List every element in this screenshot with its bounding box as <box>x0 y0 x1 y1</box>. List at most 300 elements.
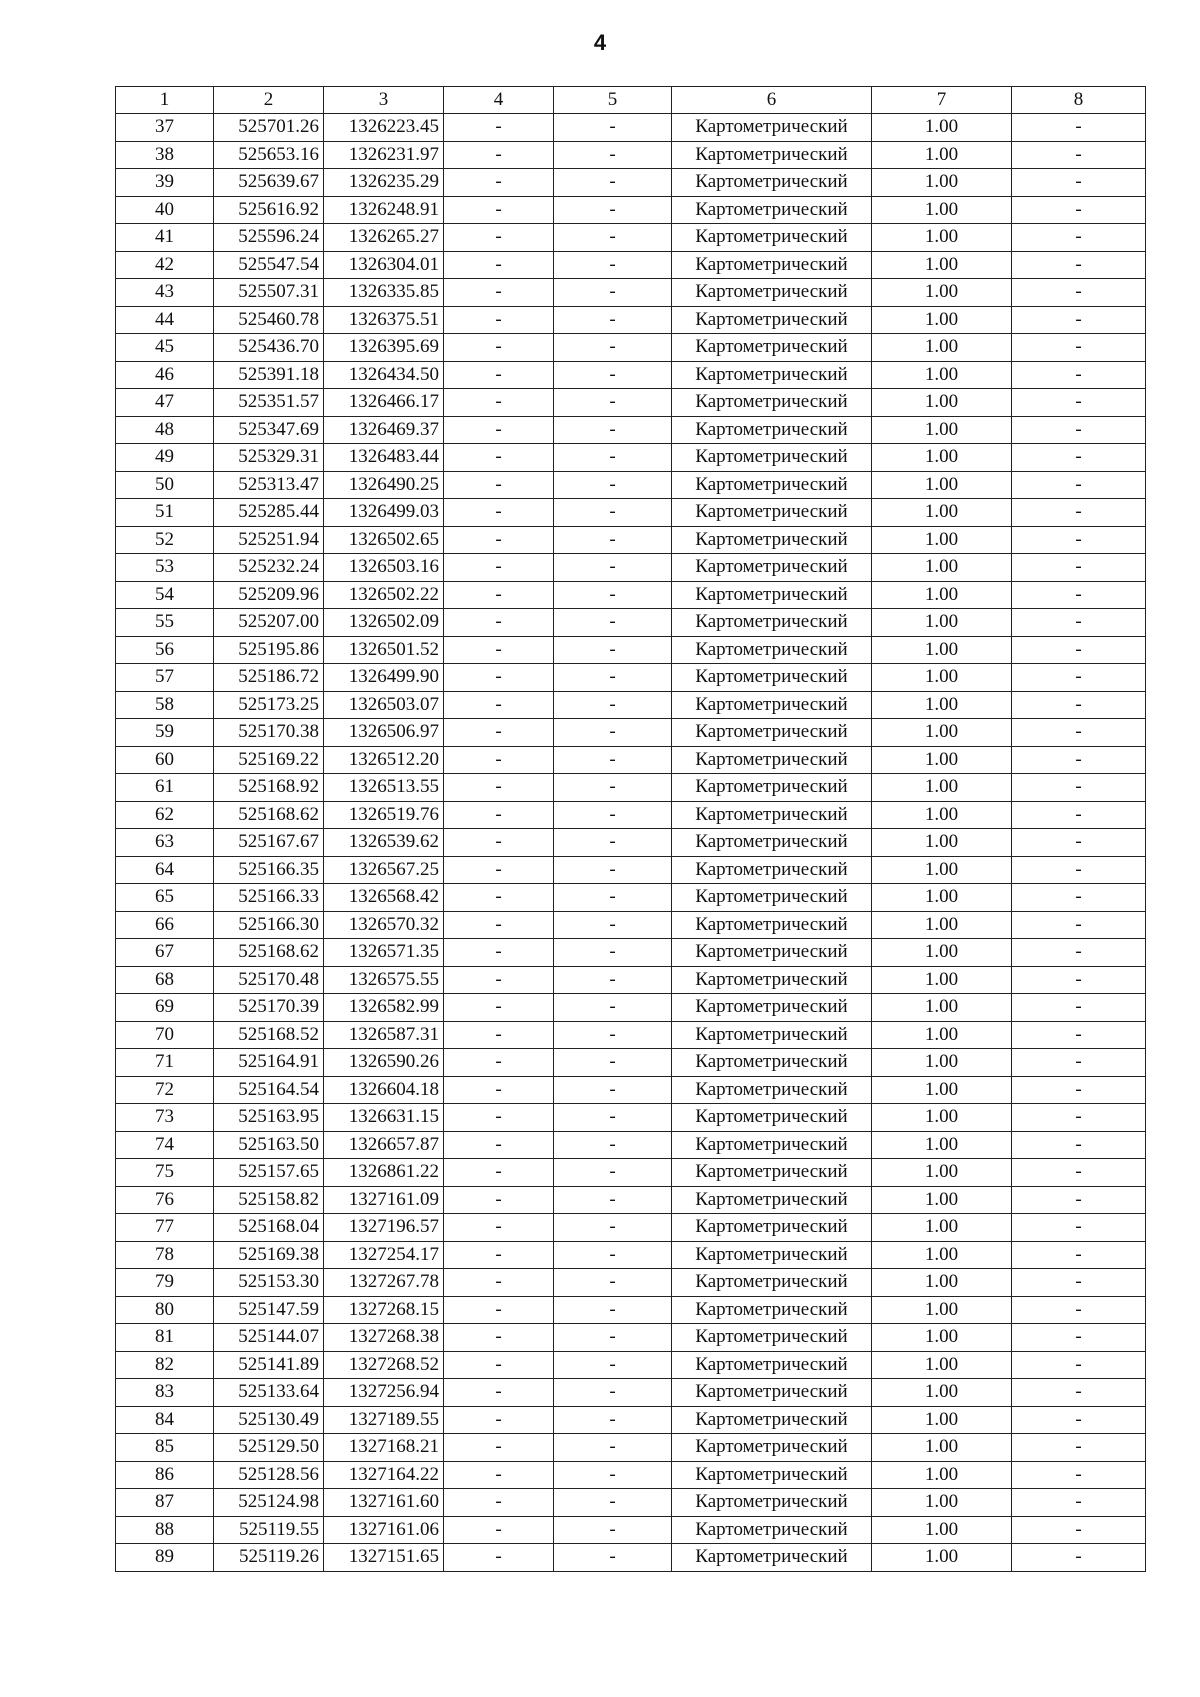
y-coordinate-cell: 1326512.20 <box>324 746 444 774</box>
accuracy-cell: 1.00 <box>872 1159 1012 1187</box>
accuracy-cell: 1.00 <box>872 1379 1012 1407</box>
point-number-cell: 44 <box>116 306 214 334</box>
column-8-cell: - <box>1012 884 1146 912</box>
y-coordinate-cell: 1326570.32 <box>324 911 444 939</box>
table-row <box>116 389 1146 417</box>
column-8-cell: - <box>1012 774 1146 802</box>
y-coordinate-cell: 1326503.16 <box>324 554 444 582</box>
x-coordinate-cell: 525186.72 <box>214 664 324 692</box>
x-coordinate-cell: 525653.16 <box>214 141 324 169</box>
table-row <box>116 1296 1146 1324</box>
y-coordinate-cell: 1326590.26 <box>324 1049 444 1077</box>
method-cell: Картометрический <box>672 279 872 307</box>
accuracy-cell: 1.00 <box>872 251 1012 279</box>
accuracy-cell: 1.00 <box>872 1516 1012 1544</box>
accuracy-cell: 1.00 <box>872 719 1012 747</box>
point-number-cell: 85 <box>116 1434 214 1462</box>
y-coordinate-cell: 1326587.31 <box>324 1021 444 1049</box>
column-4-cell: - <box>444 1159 554 1187</box>
y-coordinate-cell: 1326501.52 <box>324 636 444 664</box>
x-coordinate-cell: 525547.54 <box>214 251 324 279</box>
table-row <box>116 1516 1146 1544</box>
accuracy-cell: 1.00 <box>872 1544 1012 1572</box>
accuracy-cell: 1.00 <box>872 169 1012 197</box>
column-8-cell: - <box>1012 1131 1146 1159</box>
method-cell: Картометрический <box>672 1104 872 1132</box>
method-cell: Картометрический <box>672 994 872 1022</box>
accuracy-cell: 1.00 <box>872 526 1012 554</box>
column-4-cell: - <box>444 499 554 527</box>
table-row <box>116 801 1146 829</box>
point-number-cell: 49 <box>116 444 214 472</box>
y-coordinate-cell: 1326631.15 <box>324 1104 444 1132</box>
table-row <box>116 141 1146 169</box>
method-cell: Картометрический <box>672 1461 872 1489</box>
x-coordinate-cell: 525347.69 <box>214 416 324 444</box>
accuracy-cell: 1.00 <box>872 1489 1012 1517</box>
x-coordinate-cell: 525639.67 <box>214 169 324 197</box>
point-number-cell: 70 <box>116 1021 214 1049</box>
x-coordinate-cell: 525166.33 <box>214 884 324 912</box>
y-coordinate-cell: 1326513.55 <box>324 774 444 802</box>
method-cell: Картометрический <box>672 719 872 747</box>
table-row <box>116 1406 1146 1434</box>
method-cell: Картометрический <box>672 334 872 362</box>
table-row <box>116 1461 1146 1489</box>
column-4-cell: - <box>444 471 554 499</box>
method-cell: Картометрический <box>672 636 872 664</box>
table-row <box>116 829 1146 857</box>
column-4-cell: - <box>444 1434 554 1462</box>
column-5-cell: - <box>554 1104 672 1132</box>
header-cell: 2 <box>214 87 324 114</box>
method-cell: Картометрический <box>672 1406 872 1434</box>
accuracy-cell: 1.00 <box>872 1104 1012 1132</box>
column-4-cell: - <box>444 416 554 444</box>
point-number-cell: 61 <box>116 774 214 802</box>
table-row <box>116 471 1146 499</box>
column-5-cell: - <box>554 581 672 609</box>
table-body <box>116 114 1146 1572</box>
accuracy-cell: 1.00 <box>872 334 1012 362</box>
column-8-cell: - <box>1012 169 1146 197</box>
x-coordinate-cell: 525129.50 <box>214 1434 324 1462</box>
accuracy-cell: 1.00 <box>872 1049 1012 1077</box>
y-coordinate-cell: 1327161.06 <box>324 1516 444 1544</box>
x-coordinate-cell: 525130.49 <box>214 1406 324 1434</box>
y-coordinate-cell: 1327161.09 <box>324 1186 444 1214</box>
column-8-cell: - <box>1012 1186 1146 1214</box>
header-cell: 6 <box>672 87 872 114</box>
column-5-cell: - <box>554 1049 672 1077</box>
x-coordinate-cell: 525232.24 <box>214 554 324 582</box>
method-cell: Картометрический <box>672 224 872 252</box>
column-5-cell: - <box>554 911 672 939</box>
point-number-cell: 37 <box>116 114 214 142</box>
method-cell: Картометрический <box>672 389 872 417</box>
column-8-cell: - <box>1012 1351 1146 1379</box>
accuracy-cell: 1.00 <box>872 1269 1012 1297</box>
column-5-cell: - <box>554 526 672 554</box>
point-number-cell: 67 <box>116 939 214 967</box>
column-8-cell: - <box>1012 581 1146 609</box>
method-cell: Картометрический <box>672 1296 872 1324</box>
column-4-cell: - <box>444 1516 554 1544</box>
table-row <box>116 416 1146 444</box>
column-4-cell: - <box>444 856 554 884</box>
accuracy-cell: 1.00 <box>872 609 1012 637</box>
column-4-cell: - <box>444 994 554 1022</box>
x-coordinate-cell: 525163.95 <box>214 1104 324 1132</box>
column-5-cell: - <box>554 361 672 389</box>
table-row <box>116 856 1146 884</box>
point-number-cell: 59 <box>116 719 214 747</box>
column-4-cell: - <box>444 1544 554 1572</box>
accuracy-cell: 1.00 <box>872 966 1012 994</box>
x-coordinate-cell: 525119.55 <box>214 1516 324 1544</box>
y-coordinate-cell: 1326539.62 <box>324 829 444 857</box>
page-number: 4 <box>593 30 607 55</box>
column-8-cell: - <box>1012 1461 1146 1489</box>
method-cell: Картометрический <box>672 1159 872 1187</box>
point-number-cell: 63 <box>116 829 214 857</box>
column-4-cell: - <box>444 911 554 939</box>
table-row <box>116 1269 1146 1297</box>
column-4-cell: - <box>444 939 554 967</box>
coordinates-table <box>115 86 1146 1572</box>
table-row <box>116 1351 1146 1379</box>
column-4-cell: - <box>444 1241 554 1269</box>
y-coordinate-cell: 1327164.22 <box>324 1461 444 1489</box>
x-coordinate-cell: 525170.48 <box>214 966 324 994</box>
point-number-cell: 41 <box>116 224 214 252</box>
y-coordinate-cell: 1326395.69 <box>324 334 444 362</box>
column-4-cell: - <box>444 966 554 994</box>
y-coordinate-cell: 1326434.50 <box>324 361 444 389</box>
y-coordinate-cell: 1326499.90 <box>324 664 444 692</box>
column-8-cell: - <box>1012 334 1146 362</box>
column-8-cell: - <box>1012 361 1146 389</box>
column-5-cell: - <box>554 416 672 444</box>
x-coordinate-cell: 525207.00 <box>214 609 324 637</box>
column-5-cell: - <box>554 169 672 197</box>
header-cell: 5 <box>554 87 672 114</box>
table-row <box>116 1131 1146 1159</box>
column-8-cell: - <box>1012 499 1146 527</box>
column-5-cell: - <box>554 1159 672 1187</box>
y-coordinate-cell: 1326235.29 <box>324 169 444 197</box>
y-coordinate-cell: 1326503.07 <box>324 691 444 719</box>
column-8-cell: - <box>1012 444 1146 472</box>
table-row <box>116 169 1146 197</box>
column-5-cell: - <box>554 444 672 472</box>
accuracy-cell: 1.00 <box>872 1434 1012 1462</box>
accuracy-cell: 1.00 <box>872 196 1012 224</box>
method-cell: Картометрический <box>672 1544 872 1572</box>
method-cell: Картометрический <box>672 169 872 197</box>
method-cell: Картометрический <box>672 554 872 582</box>
point-number-cell: 45 <box>116 334 214 362</box>
column-5-cell: - <box>554 774 672 802</box>
point-number-cell: 81 <box>116 1324 214 1352</box>
method-cell: Картометрический <box>672 251 872 279</box>
column-5-cell: - <box>554 1131 672 1159</box>
method-cell: Картометрический <box>672 966 872 994</box>
column-5-cell: - <box>554 1021 672 1049</box>
column-4-cell: - <box>444 719 554 747</box>
point-number-cell: 55 <box>116 609 214 637</box>
table-row <box>116 636 1146 664</box>
column-4-cell: - <box>444 1104 554 1132</box>
table-row <box>116 1104 1146 1132</box>
table-row <box>116 609 1146 637</box>
column-8-cell: - <box>1012 1159 1146 1187</box>
table-row <box>116 1544 1146 1572</box>
y-coordinate-cell: 1327268.38 <box>324 1324 444 1352</box>
accuracy-cell: 1.00 <box>872 829 1012 857</box>
column-8-cell: - <box>1012 114 1146 142</box>
column-5-cell: - <box>554 499 672 527</box>
column-4-cell: - <box>444 169 554 197</box>
column-5-cell: - <box>554 856 672 884</box>
column-8-cell: - <box>1012 1104 1146 1132</box>
accuracy-cell: 1.00 <box>872 911 1012 939</box>
table-row <box>116 581 1146 609</box>
accuracy-cell: 1.00 <box>872 416 1012 444</box>
point-number-cell: 43 <box>116 279 214 307</box>
x-coordinate-cell: 525119.26 <box>214 1544 324 1572</box>
column-5-cell: - <box>554 114 672 142</box>
point-number-cell: 79 <box>116 1269 214 1297</box>
column-8-cell: - <box>1012 1214 1146 1242</box>
y-coordinate-cell: 1327268.52 <box>324 1351 444 1379</box>
method-cell: Картометрический <box>672 746 872 774</box>
column-5-cell: - <box>554 1379 672 1407</box>
table-row <box>116 306 1146 334</box>
table-row <box>116 994 1146 1022</box>
column-5-cell: - <box>554 1461 672 1489</box>
column-4-cell: - <box>444 526 554 554</box>
y-coordinate-cell: 1326466.17 <box>324 389 444 417</box>
x-coordinate-cell: 525195.86 <box>214 636 324 664</box>
table-row <box>116 1379 1146 1407</box>
column-5-cell: - <box>554 994 672 1022</box>
column-4-cell: - <box>444 1296 554 1324</box>
method-cell: Картометрический <box>672 664 872 692</box>
x-coordinate-cell: 525133.64 <box>214 1379 324 1407</box>
column-4-cell: - <box>444 664 554 692</box>
column-8-cell: - <box>1012 526 1146 554</box>
column-5-cell: - <box>554 1186 672 1214</box>
column-5-cell: - <box>554 306 672 334</box>
column-8-cell: - <box>1012 856 1146 884</box>
point-number-cell: 58 <box>116 691 214 719</box>
column-8-cell: - <box>1012 1021 1146 1049</box>
method-cell: Картометрический <box>672 939 872 967</box>
point-number-cell: 57 <box>116 664 214 692</box>
point-number-cell: 66 <box>116 911 214 939</box>
x-coordinate-cell: 525168.62 <box>214 939 324 967</box>
point-number-cell: 46 <box>116 361 214 389</box>
accuracy-cell: 1.00 <box>872 1296 1012 1324</box>
x-coordinate-cell: 525164.54 <box>214 1076 324 1104</box>
x-coordinate-cell: 525391.18 <box>214 361 324 389</box>
point-number-cell: 87 <box>116 1489 214 1517</box>
x-coordinate-cell: 525209.96 <box>214 581 324 609</box>
header-cell: 8 <box>1012 87 1146 114</box>
method-cell: Картометрический <box>672 801 872 829</box>
table-row <box>116 1241 1146 1269</box>
column-5-cell: - <box>554 196 672 224</box>
column-4-cell: - <box>444 196 554 224</box>
y-coordinate-cell: 1327254.17 <box>324 1241 444 1269</box>
method-cell: Картометрический <box>672 1489 872 1517</box>
column-4-cell: - <box>444 114 554 142</box>
column-8-cell: - <box>1012 224 1146 252</box>
method-cell: Картометрический <box>672 1076 872 1104</box>
column-4-cell: - <box>444 746 554 774</box>
point-number-cell: 39 <box>116 169 214 197</box>
method-cell: Картометрический <box>672 196 872 224</box>
y-coordinate-cell: 1326502.65 <box>324 526 444 554</box>
x-coordinate-cell: 525141.89 <box>214 1351 324 1379</box>
column-8-cell: - <box>1012 1269 1146 1297</box>
method-cell: Картометрический <box>672 911 872 939</box>
accuracy-cell: 1.00 <box>872 444 1012 472</box>
x-coordinate-cell: 525701.26 <box>214 114 324 142</box>
method-cell: Картометрический <box>672 856 872 884</box>
accuracy-cell: 1.00 <box>872 499 1012 527</box>
point-number-cell: 75 <box>116 1159 214 1187</box>
x-coordinate-cell: 525460.78 <box>214 306 324 334</box>
accuracy-cell: 1.00 <box>872 224 1012 252</box>
column-4-cell: - <box>444 306 554 334</box>
method-cell: Картометрический <box>672 829 872 857</box>
column-5-cell: - <box>554 609 672 637</box>
accuracy-cell: 1.00 <box>872 939 1012 967</box>
y-coordinate-cell: 1327151.65 <box>324 1544 444 1572</box>
y-coordinate-cell: 1327161.60 <box>324 1489 444 1517</box>
column-4-cell: - <box>444 554 554 582</box>
accuracy-cell: 1.00 <box>872 1461 1012 1489</box>
y-coordinate-cell: 1327168.21 <box>324 1434 444 1462</box>
y-coordinate-cell: 1326571.35 <box>324 939 444 967</box>
point-number-cell: 88 <box>116 1516 214 1544</box>
table-row <box>116 939 1146 967</box>
column-5-cell: - <box>554 1544 672 1572</box>
point-number-cell: 80 <box>116 1296 214 1324</box>
column-5-cell: - <box>554 1241 672 1269</box>
method-cell: Картометрический <box>672 1324 872 1352</box>
column-4-cell: - <box>444 1049 554 1077</box>
y-coordinate-cell: 1327268.15 <box>324 1296 444 1324</box>
column-8-cell: - <box>1012 416 1146 444</box>
point-number-cell: 40 <box>116 196 214 224</box>
method-cell: Картометрический <box>672 1186 872 1214</box>
column-8-cell: - <box>1012 279 1146 307</box>
column-8-cell: - <box>1012 1324 1146 1352</box>
x-coordinate-cell: 525169.38 <box>214 1241 324 1269</box>
y-coordinate-cell: 1326248.91 <box>324 196 444 224</box>
column-8-cell: - <box>1012 306 1146 334</box>
point-number-cell: 74 <box>116 1131 214 1159</box>
accuracy-cell: 1.00 <box>872 1186 1012 1214</box>
x-coordinate-cell: 525169.22 <box>214 746 324 774</box>
x-coordinate-cell: 525285.44 <box>214 499 324 527</box>
column-5-cell: - <box>554 1489 672 1517</box>
column-4-cell: - <box>444 884 554 912</box>
column-8-cell: - <box>1012 1516 1146 1544</box>
table-row <box>116 966 1146 994</box>
method-cell: Картометрический <box>672 1379 872 1407</box>
column-8-cell: - <box>1012 1434 1146 1462</box>
column-4-cell: - <box>444 1324 554 1352</box>
column-5-cell: - <box>554 691 672 719</box>
column-4-cell: - <box>444 224 554 252</box>
point-number-cell: 52 <box>116 526 214 554</box>
y-coordinate-cell: 1326506.97 <box>324 719 444 747</box>
header-cell: 1 <box>116 87 214 114</box>
column-4-cell: - <box>444 1186 554 1214</box>
accuracy-cell: 1.00 <box>872 1351 1012 1379</box>
y-coordinate-cell: 1326657.87 <box>324 1131 444 1159</box>
column-8-cell: - <box>1012 691 1146 719</box>
method-cell: Картометрический <box>672 1131 872 1159</box>
column-8-cell: - <box>1012 389 1146 417</box>
y-coordinate-cell: 1326519.76 <box>324 801 444 829</box>
column-4-cell: - <box>444 279 554 307</box>
table-row <box>116 664 1146 692</box>
x-coordinate-cell: 525436.70 <box>214 334 324 362</box>
column-8-cell: - <box>1012 829 1146 857</box>
column-5-cell: - <box>554 279 672 307</box>
method-cell: Картометрический <box>672 774 872 802</box>
point-number-cell: 78 <box>116 1241 214 1269</box>
point-number-cell: 84 <box>116 1406 214 1434</box>
y-coordinate-cell: 1326335.85 <box>324 279 444 307</box>
method-cell: Картометрический <box>672 141 872 169</box>
x-coordinate-cell: 525167.67 <box>214 829 324 857</box>
table-row <box>116 361 1146 389</box>
x-coordinate-cell: 525153.30 <box>214 1269 324 1297</box>
column-5-cell: - <box>554 1351 672 1379</box>
column-4-cell: - <box>444 1131 554 1159</box>
x-coordinate-cell: 525128.56 <box>214 1461 324 1489</box>
y-coordinate-cell: 1327189.55 <box>324 1406 444 1434</box>
accuracy-cell: 1.00 <box>872 994 1012 1022</box>
y-coordinate-cell: 1326582.99 <box>324 994 444 1022</box>
column-8-cell: - <box>1012 746 1146 774</box>
x-coordinate-cell: 525173.25 <box>214 691 324 719</box>
x-coordinate-cell: 525168.52 <box>214 1021 324 1049</box>
point-number-cell: 77 <box>116 1214 214 1242</box>
column-8-cell: - <box>1012 939 1146 967</box>
x-coordinate-cell: 525329.31 <box>214 444 324 472</box>
y-coordinate-cell: 1326567.25 <box>324 856 444 884</box>
table-row <box>116 114 1146 142</box>
header-cell: 4 <box>444 87 554 114</box>
method-cell: Картометрический <box>672 526 872 554</box>
table-row <box>116 196 1146 224</box>
accuracy-cell: 1.00 <box>872 581 1012 609</box>
column-8-cell: - <box>1012 1406 1146 1434</box>
x-coordinate-cell: 525313.47 <box>214 471 324 499</box>
method-cell: Картометрический <box>672 1241 872 1269</box>
accuracy-cell: 1.00 <box>872 389 1012 417</box>
method-cell: Картометрический <box>672 1434 872 1462</box>
column-5-cell: - <box>554 1296 672 1324</box>
point-number-cell: 82 <box>116 1351 214 1379</box>
